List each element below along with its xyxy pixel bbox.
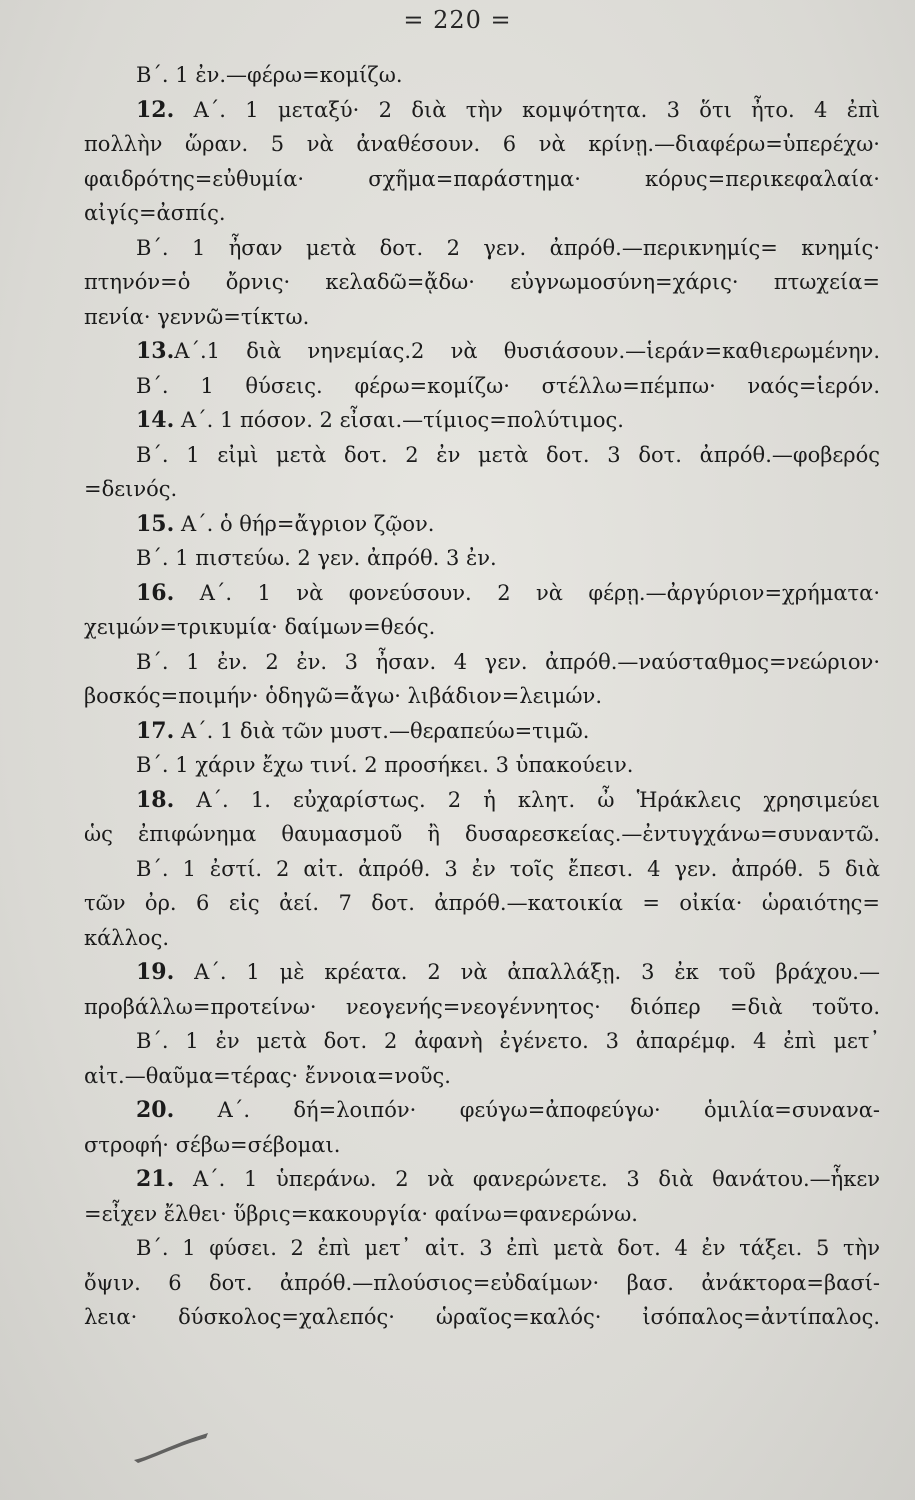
text-line	[84, 783, 880, 818]
line-text: φαιδρότης=εὐθυμία· σχῆμα=παράστημα· κόρυς=περικεφαλαία·	[84, 166, 880, 191]
line-text: Α΄. 1 μεταξύ· 2 διὰ τὴν κομψότητα. 3 ὅτι ἦτο. 4 ἐπὶ	[174, 97, 880, 122]
exercise-number: 13.	[136, 338, 175, 364]
exercise-number: 17.	[136, 717, 175, 744]
text-line	[84, 1128, 880, 1163]
line-text: Α΄. ὁ θήρ=ἄγριον ζῷον.	[174, 511, 435, 536]
page-body-text	[84, 58, 880, 1335]
text-line	[84, 1059, 880, 1094]
ink-mark	[132, 1430, 210, 1464]
text-line	[84, 1162, 880, 1197]
line-text: Α΄. 1 ὑπεράνω. 2 νὰ φανερώνετε. 3 διὰ θανάτου.—ἧκεν	[174, 1167, 880, 1191]
line-text: κάλλος.	[84, 925, 170, 950]
text-line	[84, 265, 880, 300]
exercise-number: 12.	[136, 96, 175, 123]
line-text: πενία· γεννῶ=τίκτω.	[84, 304, 310, 329]
exercise-number: 21.	[136, 1166, 175, 1192]
line-text: τῶν ὀρ. 6 εἰς ἀεί. 7 δοτ. ἀπρόθ.—κατοικία = οἰκία· ὡραιότης=	[84, 891, 880, 915]
line-text: Β΄. 1 ἦσαν μετὰ δοτ. 2 γεν. ἀπρόθ.—περικνημίς= κνημίς·	[136, 235, 880, 260]
line-text: Β΄. 1 θύσεις. φέρω=κομίζω· στέλλω=πέμπω· ναός=ἱερόν.	[136, 373, 880, 398]
line-text: Α΄. 1 πόσον. 2 εἶσαι.—τίμιος=πολύτιμος.	[174, 408, 624, 432]
text-line	[84, 1197, 880, 1232]
line-text: χειμών=τρικυμία· δαίμων=θεός.	[84, 615, 436, 639]
line-text: ὡς ἐπιφώνημα θαυμασμοῦ ἢ δυσαρεσκείας.—ἐντυγχάνω=συναντῶ.	[84, 822, 880, 846]
text-line	[84, 990, 880, 1025]
exercise-number: 16.	[136, 579, 175, 606]
line-text: αἰτ.—θαῦμα=τέρας· ἔννοια=νοῦς.	[84, 1063, 451, 1088]
text-line	[84, 507, 880, 542]
text-line	[84, 1231, 880, 1266]
text-line	[84, 334, 880, 369]
text-line	[84, 369, 880, 404]
text-line	[84, 679, 880, 714]
exercise-number: 20.	[136, 1097, 175, 1123]
line-text: Α΄. δή=λοιπόν· φεύγω=ἀποφεύγω· ὁμιλία=συνανα-	[174, 1098, 880, 1122]
line-text: πτηνόν=ὁ ὄρνις· κελαδῶ=ᾄδω· εὐγνωμοσύνη=χάρις· πτωχεία=	[84, 270, 880, 294]
line-text: Α΄. 1. εὐχαρίστως. 2 ἡ κλητ. ὦ Ἡράκλεις χρησιμεύει	[174, 787, 880, 812]
text-line	[84, 576, 880, 611]
line-text: =δεινός.	[84, 477, 178, 501]
exercise-number: 14.	[136, 407, 175, 433]
line-text: Β΄. 1 ἐστί. 2 αἰτ. ἀπρόθ. 3 ἐν τοῖς ἔπεσι. 4 γεν. ἀπρόθ. 5 διὰ	[136, 856, 880, 881]
text-line	[84, 58, 880, 93]
line-text: Β΄. 1 ἐν. 2 ἐν. 3 ἦσαν. 4 γεν. ἀπρόθ.—ναύσταθμος=νεώριον·	[136, 649, 880, 674]
text-line	[84, 610, 880, 645]
text-line	[84, 645, 880, 680]
text-line	[84, 127, 880, 162]
line-text: αἰγίς=ἀσπίς.	[84, 201, 226, 225]
text-line	[84, 1266, 880, 1301]
text-line	[84, 541, 880, 576]
line-text: βοσκός=ποιμήν· ὁδηγῶ=ἄγω· λιβάδιον=λειμών.	[84, 684, 602, 708]
line-text: Β΄. 1 ἐν μετὰ δοτ. 2 ἀφανὴ ἐγένετο. 3 ἀπαρέμφ. 4 ἐπὶ μετ᾽	[136, 1029, 880, 1053]
line-text: λεια· δύσκολος=χαλεπός· ὡραῖος=καλός· ἰσόπαλος=ἀντίπαλος.	[84, 1305, 880, 1329]
text-line	[84, 1093, 880, 1128]
text-line	[84, 231, 880, 266]
text-line	[84, 1024, 880, 1059]
text-line	[84, 93, 880, 128]
line-text: Β΄. 1 φύσει. 2 ἐπὶ μετ᾽ αἰτ. 3 ἐπὶ μετὰ δοτ. 4 ἐν τάξει. 5 τὴν	[136, 1236, 880, 1260]
page-number: = 220 =	[403, 6, 512, 34]
text-line	[84, 714, 880, 749]
text-line	[84, 196, 880, 231]
exercise-number: 15.	[136, 510, 175, 537]
line-text: Β΄. 1 πιστεύω. 2 γεν. ἀπρόθ. 3 ἐν.	[136, 546, 497, 570]
line-text: =εἶχεν ἔλθει· ὕβρις=κακουργία· φαίνω=φανερώνω.	[84, 1201, 638, 1226]
line-text: ὄψιν. 6 δοτ. ἀπρόθ.—πλούσιος=εὐδαίμων· βασ. ἀνάκτορα=βασί-	[84, 1270, 880, 1295]
line-text: Α΄.1 διὰ νηνεμίας.2 νὰ θυσιάσουν.—ἱεράν=καθιερωμένην.	[174, 339, 880, 363]
text-line	[84, 852, 880, 887]
line-text: Β΄. 1 ἐν.—φέρω=κομίζω.	[136, 63, 403, 87]
text-line	[84, 403, 880, 438]
text-line	[84, 921, 880, 956]
text-line	[84, 955, 880, 990]
text-line	[84, 886, 880, 921]
text-line	[84, 748, 880, 783]
exercise-number: 19.	[136, 959, 175, 985]
text-line	[84, 438, 880, 473]
text-line	[84, 1300, 880, 1335]
text-line	[84, 162, 880, 197]
line-text: Α΄. 1 μὲ κρέατα. 2 νὰ ἀπαλλάξῃ. 3 ἐκ τοῦ βράχου.—	[174, 960, 880, 984]
line-text: πολλὴν ὥραν. 5 νὰ ἀναθέσουν. 6 νὰ κρίνῃ.—διαφέρω=ὑπερέχω·	[84, 132, 880, 156]
line-text: Α΄. 1 διὰ τῶν μυστ.—θεραπεύω=τιμῶ.	[174, 718, 590, 743]
line-text: Β΄. 1 εἰμὶ μετὰ δοτ. 2 ἐν μετὰ δοτ. 3 δοτ. ἀπρόθ.—φοβερός	[136, 442, 880, 467]
text-line	[84, 472, 880, 507]
line-text: στροφή· σέβω=σέβομαι.	[84, 1132, 341, 1157]
exercise-number: 18.	[136, 786, 175, 813]
text-line	[84, 817, 880, 852]
line-text: Β΄. 1 χάριν ἔχω τινί. 2 προσήκει. 3 ὑπακούειν.	[136, 753, 634, 777]
text-line	[84, 300, 880, 335]
line-text: προβάλλω=προτείνω· νεογενής=νεογέννητος· διόπερ =διὰ τοῦτο.	[84, 994, 880, 1019]
line-text: Α΄. 1 νὰ φονεύσουν. 2 νὰ φέρῃ.—ἀργύριον=χρήματα·	[174, 580, 880, 605]
